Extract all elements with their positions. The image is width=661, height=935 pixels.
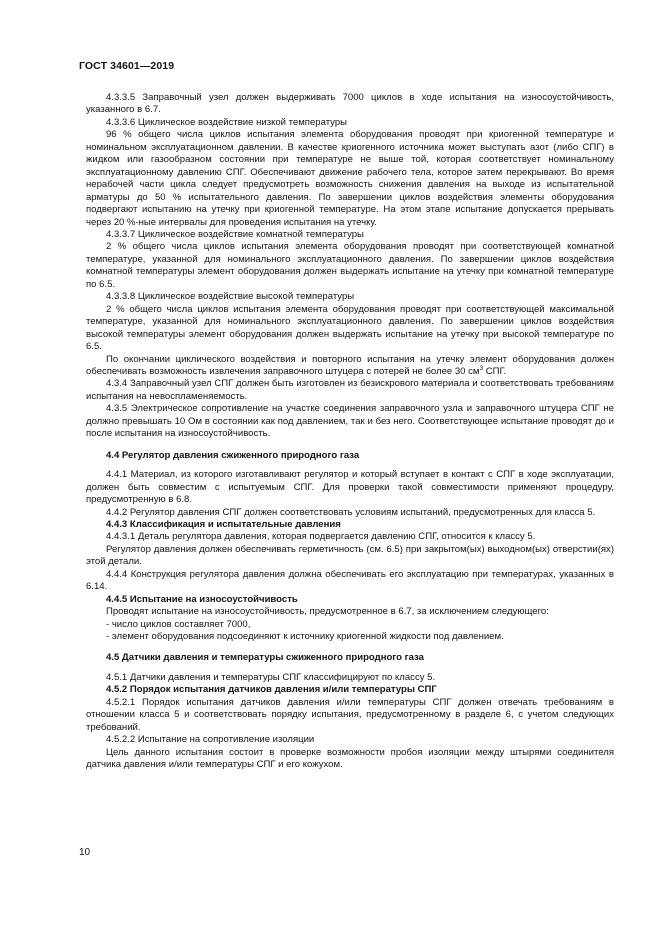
paragraph-durability-intro: Проводят испытание на износоустойчивость, предусмотренное в 6.7, за исключением следующего: — [106, 606, 549, 618]
paragraph-regulator-tightness: Регулятор давления должен обеспечивать герметичность (см. 6.5) при закрытом(ых) выходном(ых) отверстии(ях) этой детали. — [86, 543, 614, 568]
paragraph-4-3-5: 4.3.5 Электрическое сопротивление на участке соединения заправочного узла и заправочного штуцера СПГ не должно превышать 10 Ом в состоянии как под давлением, так и без него. Соответствующее испытание проводят до и после испытания на износоустойчивость. — [86, 403, 614, 440]
list-item-cryogenic-source: - элемент оборудования подсоединяют к источнику криогенной жидкости под давлением. — [106, 631, 504, 643]
subsection-heading-4-4-5: 4.4.5 Испытание на износоустойчивость — [106, 593, 298, 605]
paragraph-room-temp-text: 2 % общего числа циклов испытания элемента оборудования проводят при соответствующей комнатной температуре, указанной для номинального эксплуатационного давления. По завершении циклов воздействия комнатной температуры элемент оборудования должен выдержать испытание на утечку при комнатной температуре по 6.5. — [86, 241, 614, 290]
paragraph-4-3-3-8-title: 4.3.3.8 Циклическое воздействие высокой температуры — [106, 291, 355, 303]
paragraph-4-5-2-2-title: 4.5.2.2 Испытание на сопротивление изоляции — [106, 734, 315, 746]
document-code-header: ГОСТ 34601—2019 — [79, 60, 175, 72]
page-number: 10 — [79, 847, 91, 858]
paragraph-4-4-2: 4.4.2 Регулятор давления СПГ должен соответствовать условиям испытаний, предусмотренных для класса 5. — [106, 506, 596, 518]
section-heading-4-4: 4.4 Регулятор давления сжиженного природного газа — [106, 449, 360, 461]
paragraph-4-3-4: 4.3.4 Заправочный узел СПГ должен быть изготовлен из безискрового материала и соответствовать требованиям испытания на невоспламеняемость. — [86, 378, 614, 402]
paragraph-high-temp-text: 2 % общего числа циклов испытания элемента оборудования проводят при соответствующей максимальной температуре, указанной для номинального эксплуатационного давления. По завершении циклов воздействия высокой температуры элемент оборудования должен выдержать испытание на утечку при высокой температуре по 6.5. — [86, 303, 614, 353]
leak-text-tail: СПГ. — [483, 365, 507, 377]
paragraph-low-temp-text: 96 % общего числа циклов испытания элемента оборудования проводят при криогенной температуре и номинальном эксплуатационном давлении. В качестве криогенного источника может выступать азот (либо СПГ) в жидком или газообразном состоянии при температуре не выше той, которая соответствует номинальному эксплуатационному давлению СПГ. Обеспечивают движение рабочего тела, которое затем перекрывают. Во время нерабочей части цикла следует предусмотреть возможность снижения давления на выходе из испытательной арматуры до 50 % испытательного давления. По завершении циклов воздействия элементы оборудования подвергают испытанию на утечку при криогенной температуре. На этом этапе испытание допускается прерывать через 20 %-ные интервалы для проведения испытания на утечку. — [86, 129, 614, 228]
subsection-heading-4-5-2: 4.5.2 Порядок испытания датчиков давления и/или температуры СПГ — [106, 684, 437, 696]
paragraph-4-3-3-5: 4.3.3.5 Заправочный узел должен выдерживать 7000 циклов в ходе испытания на износоустойчивость, указанного в 6.7. — [86, 92, 614, 116]
paragraph-insulation-purpose: Цель данного испытания состоит в проверке возможности пробоя изоляции между штырями соединителя датчика давления и/или температуры СПГ и его кожухом. — [86, 746, 614, 771]
paragraph-4-5-2-1: 4.5.2.1 Порядок испытания датчиков давления и/или температуры СПГ должен отвечать требованиям в отношении класса 5 и соответствовать порядку испытания, предусмотренному в разделе 6, с учетом следующих требований. — [86, 696, 614, 733]
subsection-heading-4-4-3: 4.4.3 Классификация и испытательные давления — [106, 518, 341, 530]
list-item-cycles: - число циклов составляет 7000, — [106, 618, 251, 630]
paragraph-4-4-4: 4.4.4 Конструкция регулятора давления должна обеспечивать его эксплуатацию при температурах, указанных в 6.14. — [86, 568, 614, 593]
paragraph-4-4-3-1: 4.4.3.1 Деталь регулятора давления, которая подвергается давлению СПГ, относится к классу 5. — [106, 531, 536, 543]
paragraph-4-3-3-7-title: 4.3.3.7 Циклическое воздействие комнатной температуры — [106, 228, 364, 240]
paragraph-4-4-1: 4.4.1 Материал, из которого изготавливают регулятор и который вступает в контакт с СПГ в ходе эксплуатации, должен быть совместим с испытуемым СПГ. Для проверки такой совместимости применяют процедуру, предусмотренную в 6.8. — [86, 469, 614, 506]
paragraph-4-3-3-6-title: 4.3.3.6 Циклическое воздействие низкой температуры — [106, 116, 348, 128]
section-heading-4-5: 4.5 Датчики давления и температуры сжиженного природного газа — [106, 652, 424, 664]
leak-text-main: По окончании циклического воздействия и повторного испытания на утечку элемент оборудования должен обеспечивать возможность извлечения заправочного штуцера с потерей не более 30 см — [86, 353, 614, 377]
paragraph-leak-after-cycles — [86, 354, 614, 379]
document-body — [86, 92, 614, 772]
paragraph-4-5-1: 4.5.1 Датчики давления и температуры СПГ классифицируют по классу 5. — [106, 671, 436, 683]
cubic-superscript: 3 — [479, 364, 484, 372]
